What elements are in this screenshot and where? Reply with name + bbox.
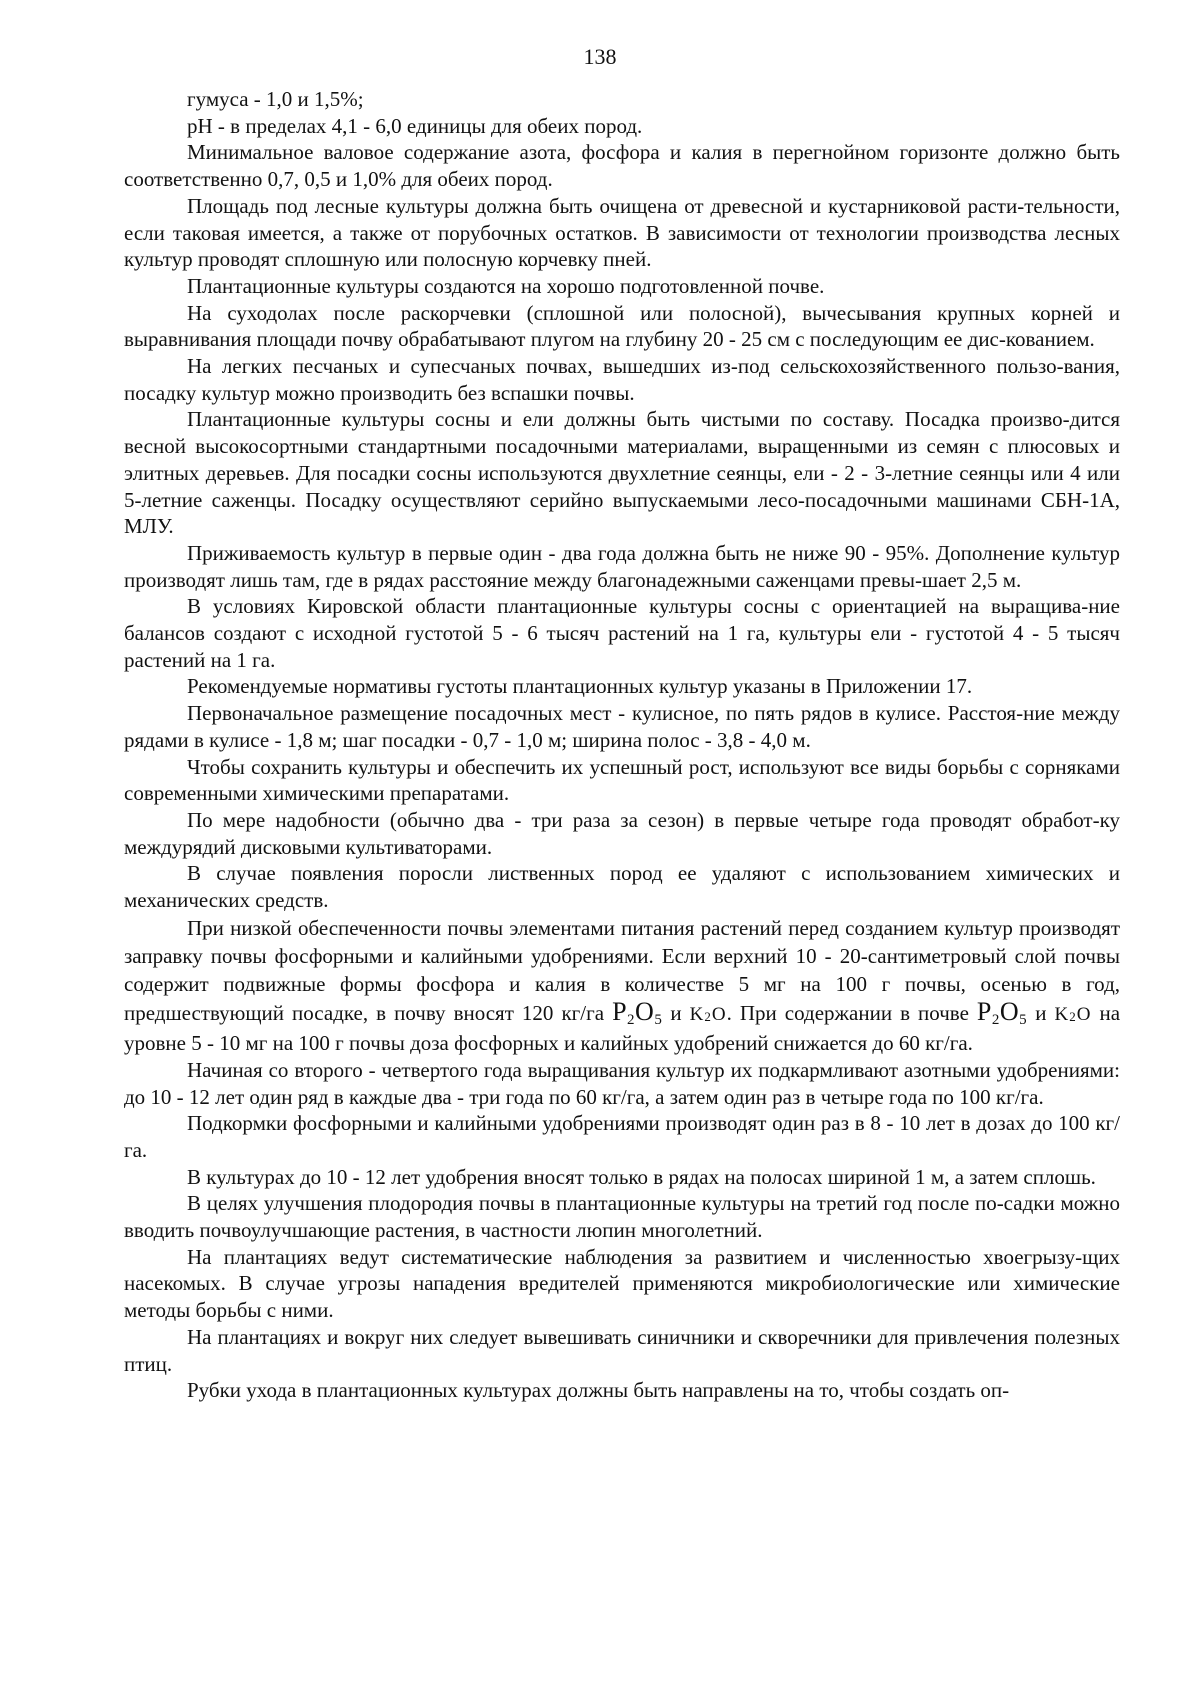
paragraph: Минимальное валовое содержание азота, фосфора и калия в перегнойном горизонте должно быть соответственно 0,7, 0,5 и 1,0% для обеих пород. — [124, 140, 1120, 192]
paragraph: В случае появления поросли лиственных пород ее удаляют с использованием химических и механических средств. — [124, 861, 1120, 913]
formula-k: K — [689, 1003, 705, 1025]
formula-k: K — [1054, 1003, 1070, 1025]
fertilizer-text-part1: При низкой обеспеченности почвы элементами питания растений перед созданием культур производят заправку почвы фосфорными и калийными удобрениями. Если верхний 10 - 20-сантиметровый слой почвы содержит подвижные формы фосфора и калия в количестве 5 мг на 100 г почвы, осенью в год, предшествующий посадке, в почву вносят 120 кг/га — [124, 915, 1120, 1025]
fertilizer-text-part3: на уровне 5 - 10 мг на 100 г почвы доза фосфорных и калийных удобрений снижается до 60 кг/га. — [124, 1000, 1121, 1055]
paragraph: Плантационные культуры сосны и ели должны быть чистыми по составу. Посадка произво-дится весной высокосортными стандартными посадочными материалами, выращенными из семян с плюсовых и элитных деревьев. Для посадки сосны используются двухлетние сеянцы, ели - 2 - 3-летние сеянцы или 4 или 5-летние саженцы. Посадку осуществляют серийно выпускаемыми лесо-посадочными машинами СБН-1А, МЛУ. — [124, 407, 1120, 539]
paragraph: Площадь под лесные культуры должна быть очищена от древесной и кустарниковой расти-тельности, если таковая имеется, а также от порубочных остатков. В зависимости от технологии производства лесных культур проводят сплошную или полосную корчевку пней. — [124, 193, 1120, 272]
p2o5-formula — [612, 997, 662, 1026]
formula-o-sub: 5 — [654, 1011, 663, 1028]
paragraph: Подкормки фосфорными и калийными удобрениями производят один раз в 8 - 10 лет в дозах до 100 кг/га. — [124, 1111, 1120, 1162]
formula-conj-2: и — [1035, 1000, 1047, 1025]
formula-p: P — [976, 996, 992, 1026]
paragraph: Рекомендуемые нормативы густоты плантационных культур указаны в Приложении 17. — [187, 674, 973, 699]
fertilizer-paragraph — [124, 914, 1120, 1057]
formula-k-o: O — [711, 1003, 727, 1025]
formula-p: P — [612, 996, 628, 1026]
paragraph: На плантациях ведут систематические наблюдения за развитием и численностью хвоегрызу-щих насекомых. В случае угрозы нападения вредителей применяются микробиологические или химические методы борьбы с ними. — [124, 1244, 1120, 1323]
k2o-formula-2 — [1054, 1004, 1091, 1025]
paragraph: Рубки ухода в плантационных культурах должны быть направлены на то, чтобы создать оп- — [187, 1378, 1010, 1403]
paragraph: гумуса - 1,0 и 1,5%; — [187, 87, 364, 111]
paragraph: На плантациях и вокруг них следует вывешивать синичники и скворечники для привлечения полезных птиц. — [124, 1324, 1120, 1376]
paragraph: рН - в пределах 4,1 - 6,0 единицы для обеих пород. — [187, 113, 643, 138]
paragraph: Начиная со второго - четвертого года выращивания культур их подкармливают азотными удобрениями: до 10 - 12 лет один ряд в каждые два - три года по 60 кг/га, а затем один раз в четыре года по 100 кг/га. — [124, 1057, 1120, 1109]
formula-o: O — [635, 996, 655, 1026]
formula-p-sub: 2 — [991, 1011, 1000, 1028]
p2o5-formula-2 — [977, 997, 1027, 1026]
paragraph: На суходолах после раскорчевки (сплошной или полосной), вычесывания крупных корней и выравнивания площади почву обрабатывают плугом на глубину 20 - 25 см с последующим ее дис-кованием. — [124, 300, 1120, 352]
paragraph: На легких песчаных и супесчаных почвах, вышедших из-под сельскохозяйственного пользо-вания, посадку культур можно производить без вспашки почвы. — [124, 354, 1120, 405]
formula-o: O — [999, 996, 1020, 1026]
formula-k-sub: 2 — [704, 1008, 712, 1024]
paragraph: В культурах до 10 - 12 лет удобрения вносят только в рядах на полосах шириной 1 м, а затем сплошь. — [187, 1164, 1096, 1189]
page-number: 138 — [583, 44, 617, 69]
paragraph: В целях улучшения плодородия почвы в плантационные культуры на третий год после по-садки можно вводить почвоулучшающие растения, в частности люпин многолетний. — [124, 1191, 1120, 1243]
k2o-formula — [690, 1004, 727, 1025]
formula-k-o: O — [1076, 1003, 1092, 1025]
paragraph: Плантационные культуры создаются на хорошо подготовленной почве. — [187, 273, 825, 298]
paragraph: По мере надобности (обычно два - три раза за сезон) в первые четыре года проводят обработ-ку междурядий дисковыми культиваторами. — [124, 807, 1120, 859]
fertilizer-text-part2: . При содержании в почве — [726, 1000, 969, 1025]
formula-k-sub: 2 — [1069, 1008, 1077, 1024]
formula-conj: и — [670, 1000, 682, 1025]
paragraph: Чтобы сохранить культуры и обеспечить их успешный рост, используют все виды борьбы с сорняками современными химическими препаратами. — [124, 754, 1120, 806]
paragraph: В условиях Кировской области плантационные культуры сосны с ориентацией на выращива-ние балансов создают с исходной густотой 5 - 6 тысяч растений на 1 га, культуры ели - густотой 4 - 5 тысяч растений на 1 га. — [124, 594, 1120, 672]
formula-p-sub: 2 — [627, 1011, 636, 1028]
formula-o-sub: 5 — [1019, 1011, 1028, 1028]
paragraph: Первоначальное размещение посадочных мест - кулисное, по пять рядов в кулисе. Расстоя-ние между рядами в кулисе - 1,8 м; шаг посадки - 0,7 - 1,0 м; ширина полос - 3,8 - 4,0 м. — [124, 701, 1120, 752]
page-body — [124, 86, 1120, 1404]
paragraph: Приживаемость культур в первые один - два года должна быть не ниже 90 - 95%. Дополнение культур производят лишь там, где в рядах расстояние между благонадежными саженцами превы-шает 2,5 м. — [124, 540, 1120, 592]
